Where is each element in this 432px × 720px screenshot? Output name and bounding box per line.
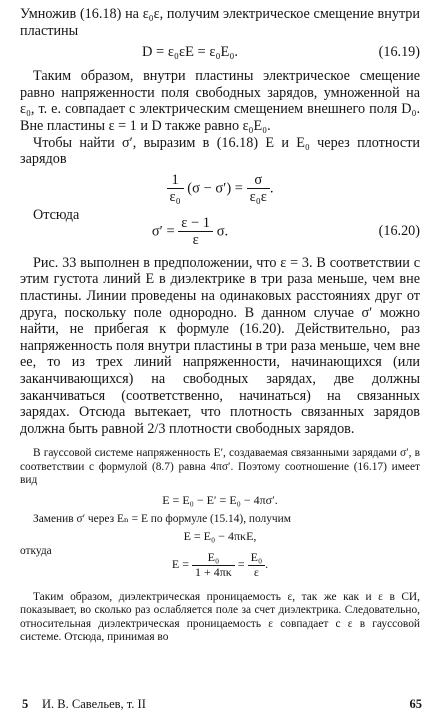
small-paragraph-3: Таким образом, диэлектрическая проницаемость ε, так же как и ε в СИ, показывает, во сколько раз ослабляется поле за счет диэлектрика. Следовательно, относительная диэлектрическая проницаемость ε совпадает с ε в гауссовой системе. Отсюда, принимая во (20, 590, 420, 644)
equation-16-20-number: (16.20) (378, 222, 420, 239)
paragraph-4: Рис. 33 выполнен в предположении, что ε = 3. В соответствии с этим густота линий E в диэлектрике в три раза меньше, чем вне пластины. Линии проведены на одинаковых расстояниях друг от друга, поскольку поле однородно. В данном случае σ′ можно найти, не прибегая к формуле (16.20). Действительно, раз напряженность поля внутри пластины в три раза меньше, чем вне ее, то из трех линий напряженности, начинающихся (или заканчивающихся) на свободных зарядах, две должны заканчиваться (соответственно, начинаться) на связанных зарядах. Отсюда вытекает, что плотность связанных зарядов должна быть равной 2/3 плотности свободных зарядов. (20, 254, 420, 437)
equation-16-19-body: D = ε₀εE = ε₀E₀. (141, 44, 239, 61)
fraction-eps-minus-one-over-eps: $\frac{\varepsilon - 1}{\varepsilon}$ (178, 215, 213, 249)
page-footer (22, 697, 422, 712)
small-paragraph-1: В гауссовой системе напряженность E′, создаваемая связанными зарядами σ′, в соответствии с формулой (8.7) равна 4πσ′. Поэтому соотношение (16.17) имеет вид (20, 447, 420, 487)
equation-sigma-relation: $\frac{1}{\text{ε₀}}$ (σ − σ′) = $\frac{\sigma}{\text{ε₀ε}}$ . (20, 171, 420, 209)
equation-gauss-2: E = E₀ − 4πκE, (183, 528, 257, 543)
paragraph-1: Умножив (16.18) на ε₀ε, получим электрическое смещение внутри пластины (20, 6, 420, 39)
equation-16-19-number: (16.19) (378, 44, 420, 61)
page-content (20, 6, 420, 645)
fraction-one-over-eps0: $\frac{1}{\text{ε₀}}$ (167, 172, 184, 206)
signature-mark: 5 (22, 697, 29, 711)
otkuda-label: откуда (20, 544, 52, 557)
equation-16-19 (20, 42, 420, 62)
equation-16-20: Отсюда σ′ = $\frac{\varepsilon - 1}{\varepsilon}$ σ. (16.20) (33, 206, 420, 249)
paragraph-3: Чтобы найти σ′, выразим в (16.18) E и E₀ через плотности зарядов (20, 134, 420, 168)
fraction-e0-over-eps: $\frac{\text{E₀}}{\varepsilon}$ (248, 551, 266, 580)
equation-gauss-1: E = E₀ − E′ = E₀ − 4πσ′. (162, 492, 278, 507)
otsyuda-label: Отсюда (33, 206, 80, 223)
fraction-sigma-over-eps0-eps: $\frac{\sigma}{\text{ε₀ε}}$ (247, 172, 270, 206)
fraction-e0-over-1-plus-4pi-kappa: $\frac{\text{E₀}}{1 + 4\pi\kappa}$ (192, 551, 235, 580)
footer-author: И. В. Савельев, т. II (42, 697, 146, 711)
small-paragraph-2: Заменив σ′ через Eₙ = E по формуле (15.14), получим (33, 512, 291, 525)
equation-gauss-3: откуда E = $\frac{\text{E₀}}{1 + 4\pi\kappa}$ = $\frac{\text{E₀}}{\varepsilon}$ . (20, 544, 269, 579)
page-number: 65 (409, 697, 422, 711)
paragraph-2: Таким образом, внутри пластины электрическое смещение равно напряженности поля свободных зарядов, умноженной на ε₀, т. е. совпадает с электрическим смещением внешнего поля D₀. Вне пластины ε = 1 и D также равно ε₀E₀. (20, 68, 420, 134)
